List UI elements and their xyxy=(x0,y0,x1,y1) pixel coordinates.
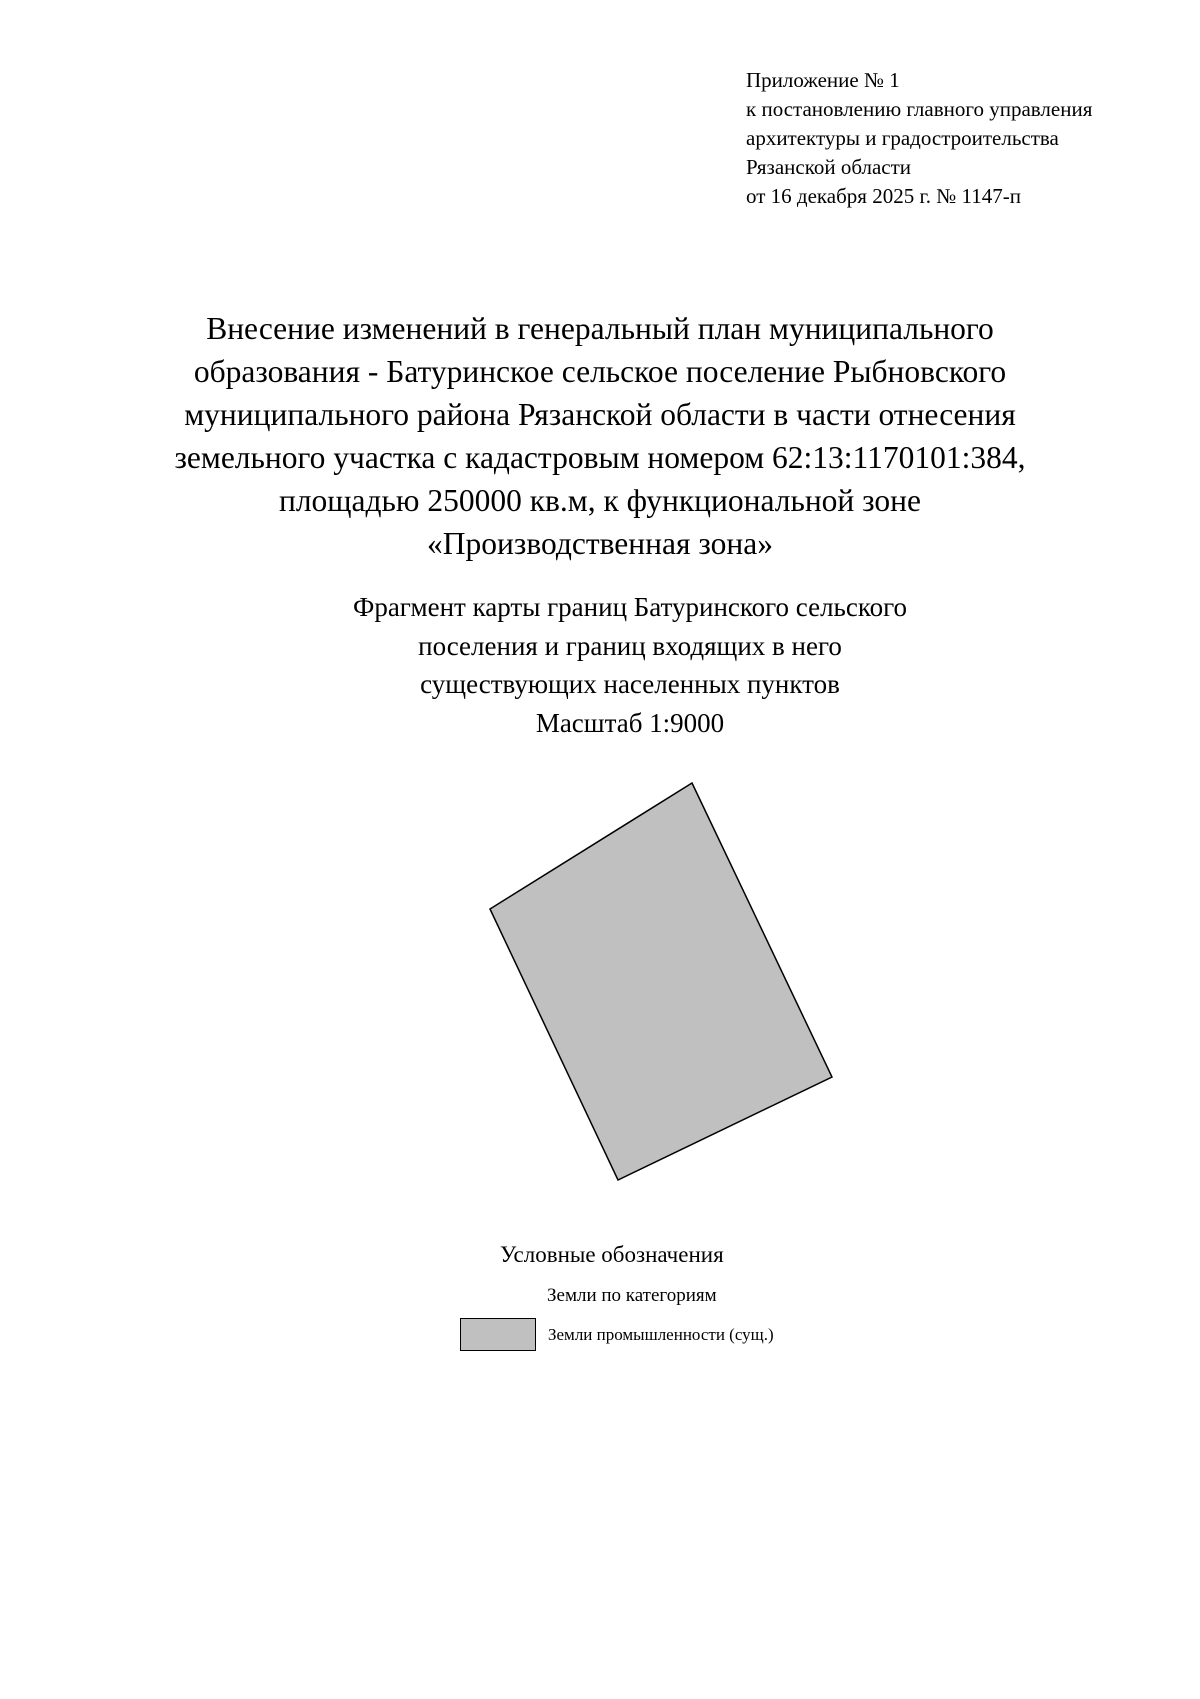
appendix-line: Рязанской области xyxy=(746,155,912,179)
title-line: образования - Батуринское сельское поселение Рыбновского xyxy=(193,354,1007,389)
legend-item-label: Земли промышленности (сущ.) xyxy=(548,1325,774,1344)
title-line: площадью 250000 кв.м, к функциональной зоне xyxy=(278,483,922,518)
map-scale: Масштаб 1:9000 xyxy=(535,707,725,738)
legend-title: Условные обозначения xyxy=(500,1242,724,1267)
subtitle-line: существующих населенных пунктов xyxy=(420,669,840,699)
subtitle-line: Фрагмент карты границ Батуринского сельского xyxy=(352,592,907,622)
appendix-line: от 16 декабря 2025 г. № 1147-п xyxy=(746,184,1021,208)
appendix-line: к постановлению главного управления xyxy=(746,97,1093,121)
appendix-line: Приложение № 1 xyxy=(746,68,900,92)
legend-swatch xyxy=(460,1318,536,1351)
appendix-line: архитектуры и градостроительства xyxy=(746,126,1059,150)
appendix-header xyxy=(746,66,1186,211)
map-subtitle xyxy=(230,588,1030,742)
title-line: муниципального района Рязанской области в части отнесения xyxy=(184,397,1016,432)
document-title xyxy=(60,307,1140,565)
subtitle-line: поселения и границ входящих в него xyxy=(418,630,842,661)
land-parcel xyxy=(490,783,832,1180)
title-line: «Производственная зона» xyxy=(427,526,773,561)
legend-group-label: Земли по категориям xyxy=(547,1285,717,1306)
title-line: Внесение изменений в генеральный план муниципального xyxy=(206,311,994,346)
title-line: земельного участка с кадастровым номером 62:13:1170101:384, xyxy=(174,440,1026,475)
